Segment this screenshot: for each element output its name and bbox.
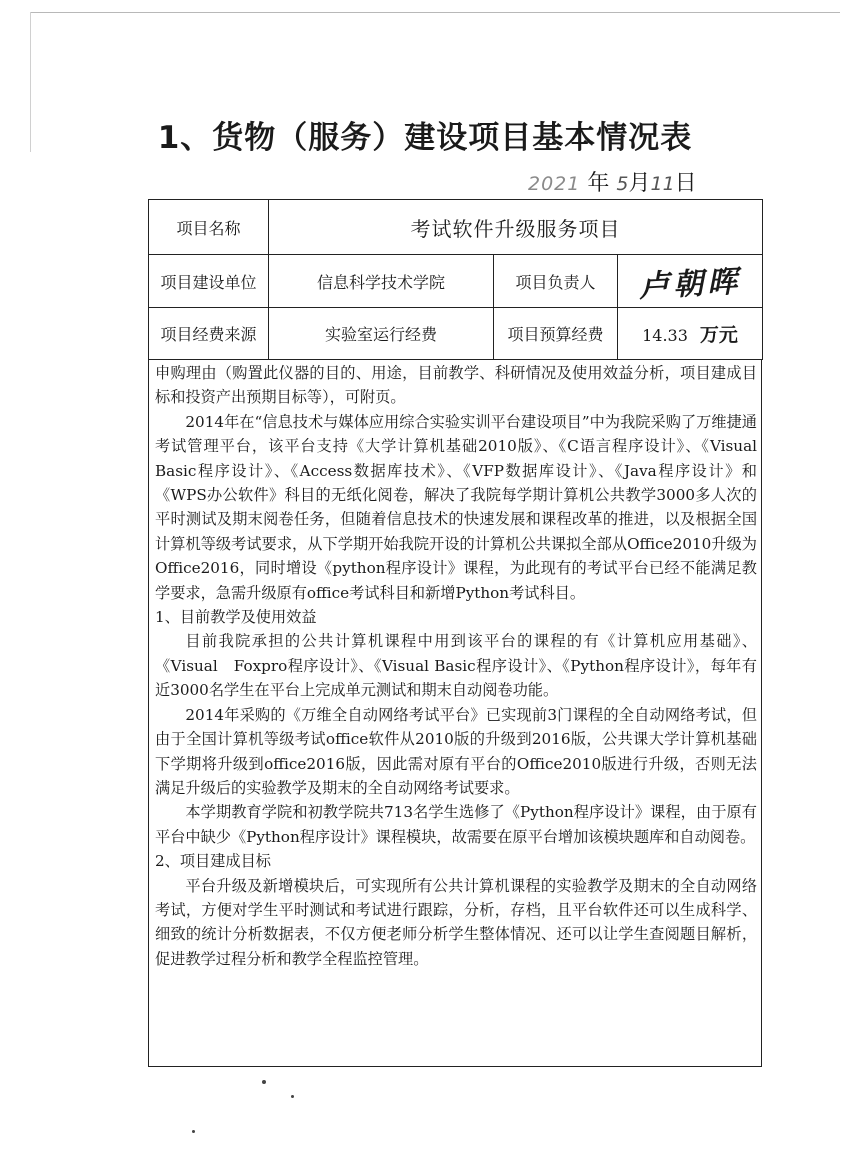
scan-edge-top (30, 12, 840, 13)
section-heading-benefits: 1、目前教学及使用效益 (155, 608, 317, 627)
fund-source-value: 实验室运行经费 (269, 308, 494, 360)
budget-value: 14.33 (642, 326, 688, 345)
background-paragraph: 2014年在“信息技术与媒体应用综合实验实训平台建设项目”中为我院采购了万维捷通考试管理平台，该平台支持《大学计算机基础2010版》、《C语言程序设计》、《Visual Basic程序设计》、《Access数据库技术》、《VFP数据库设计》、《Java程序设计》和《WPS办公软件》科目的无纸化阅卷，解决了我院每学期计算机公共教学3000多人次的平时测试及期末阅卷任务，但随着信息技术的快速发展和课程改革的推进，以及根据全国计算机等级考试要求，从下学期开始我院开设的计算机公共课拟全部从Office2010升级为Office2016，同时增设《python程序设计》课程，为此现有的考试平台已经不能满足教学要求，急需升级原有office考试科目和新增Python考试科目。 (155, 412, 757, 602)
benefits-paragraph-3: 本学期教育学院和初教学院共713名学生选修了《Python程序设计》课程，由于原有平台中缺少《Python程序设计》课程模块，故需要在原平台增加该模块题库和自动阅卷。 (155, 803, 757, 846)
page-title: 1、货物（服务）建设项目基本情况表 (157, 120, 693, 156)
date-year-label: 年 (587, 171, 610, 196)
date-line (528, 166, 697, 197)
benefits-paragraph-2: 2014年采购的《万维全自动网络考试平台》已实现前3门课程的全自动网络考试，但由于全国计算机等级考试office软件从2010版的升级到2016版，公共课大学计算机基础下学期将升级到office2016版，因此需对原有平台的Office2010版进行升级，否则无法满足升级后的实验教学及期末的全自动网络考试要求。 (155, 705, 757, 797)
budget-label: 项目预算经费 (494, 308, 618, 360)
project-name-value: 考试软件升级服务项目 (269, 200, 763, 255)
scan-smudge (192, 1130, 195, 1133)
date-year: 2021 (528, 173, 581, 195)
justification-prompt: 申购理由（购置此仪器的目的、用途，目前教学、科研情况及使用效益分析，项目建成目标和投资产出预期目标等），可附页。 (155, 364, 757, 407)
date-day-label: 日 (674, 171, 697, 196)
benefits-paragraph-1: 目前我院承担的公共计算机课程中用到该平台的课程的有《计算机应用基础》、《Visual Foxpro程序设计》、《Visual Basic程序设计》、《Python程序设计》，每年有近3000名学生在平台上完成单元测试和期末自动阅卷功能。 (155, 632, 757, 700)
date-day: 11 (650, 173, 675, 195)
leader-signature: 卢朝晖 (638, 264, 743, 305)
table-row (149, 200, 763, 255)
unit-value: 信息科学技术学院 (269, 255, 494, 308)
date-month: 5 (616, 173, 629, 195)
fund-source-label: 项目经费来源 (149, 308, 269, 360)
table-row (149, 255, 763, 308)
unit-label: 项目建设单位 (149, 255, 269, 308)
goals-paragraph: 平台升级及新增模块后，可实现所有公共计算机课程的实验教学及期末的全自动网络考试，方便对学生平时测试和考试进行跟踪，分析，存档，且平台软件还可以生成科学、细致的统计分析数据表，不仅方便老师分析学生整体情况、还可以让学生查阅题目解析，促进教学过程分析和教学全程监控管理。 (155, 876, 757, 968)
leader-signature-cell (618, 255, 763, 308)
budget-cell (618, 308, 763, 360)
project-info-table (148, 199, 763, 360)
table-row (149, 308, 763, 360)
scan-smudge (291, 1095, 294, 1098)
date-month-label: 月 (628, 171, 651, 196)
justification-box (148, 359, 762, 1067)
project-name-label: 项目名称 (149, 200, 269, 255)
leader-label: 项目负责人 (494, 255, 618, 308)
scan-smudge (262, 1080, 266, 1084)
section-heading-goals: 2、项目建成目标 (155, 852, 271, 871)
budget-unit: 万元 (699, 324, 738, 346)
